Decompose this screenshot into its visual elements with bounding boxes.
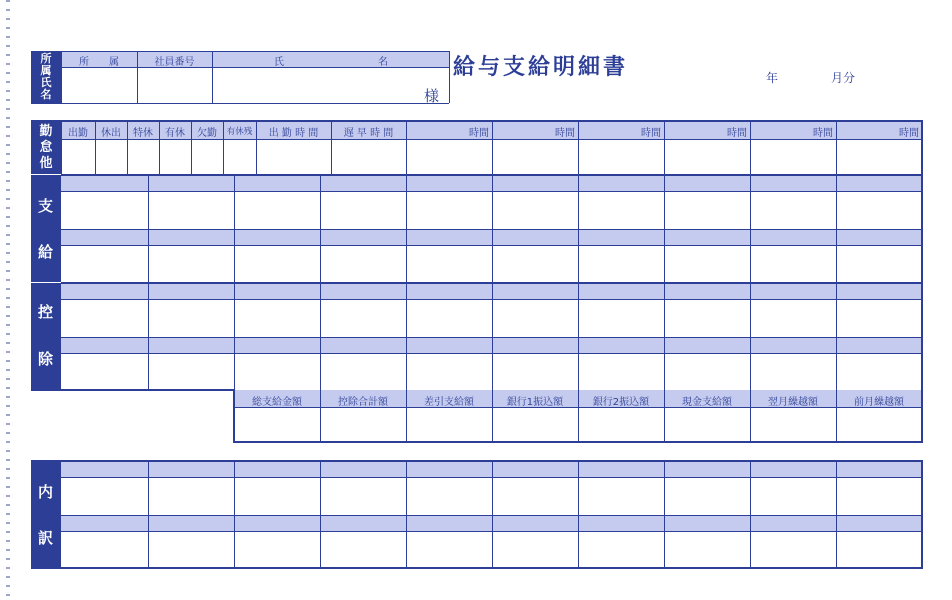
- grid-vline: [234, 176, 235, 390]
- att-header-special-leave: 特休: [133, 128, 153, 139]
- grid-vline: [664, 462, 665, 568]
- main-table-step-line: [31, 389, 235, 391]
- total-deduction-header: 控除合計額: [338, 397, 388, 408]
- att-header-late-early-hours: 遅 早 時 間: [343, 128, 394, 139]
- breakdown-outer-bottom: [31, 567, 923, 569]
- att-header-hours: 時間: [899, 128, 919, 139]
- cash-payment-header: 現金支給額: [682, 397, 732, 408]
- info-top-line: [61, 51, 449, 52]
- net-pay-header: 差引支給額: [424, 397, 474, 408]
- month-label: 月分: [831, 71, 856, 85]
- att-header-hours: 時間: [641, 128, 661, 139]
- bank1-transfer-header: 銀行1振込額: [506, 397, 564, 408]
- year-label: 年: [766, 71, 779, 85]
- info-vline: [449, 51, 450, 103]
- name-header-given: 名: [378, 57, 388, 68]
- breakdown-side-char-2: 訳: [38, 529, 54, 547]
- info-vline: [212, 51, 213, 103]
- grid-vline: [148, 176, 149, 390]
- grid-vline: [148, 462, 149, 568]
- att-header-absence: 欠勤: [197, 128, 217, 139]
- payment-side-char-2: 給: [38, 243, 54, 261]
- grid-vline: [836, 462, 837, 568]
- side-divider: [31, 174, 61, 175]
- employee-number-header: 社員番号: [154, 57, 195, 68]
- side-divider: [31, 282, 61, 283]
- breakdown-side-column: [31, 460, 61, 569]
- payment-side-char-1: 支: [38, 197, 54, 215]
- document-title: 給与支給明細書: [453, 55, 629, 80]
- grid-vline: [492, 462, 493, 568]
- attendance-side-text: 勤怠他: [39, 124, 53, 171]
- grid-vline: [320, 462, 321, 568]
- att-header-hours: 時間: [813, 128, 833, 139]
- att-header-work-hours: 出 勤 時 間: [268, 128, 319, 139]
- att-header-paid-leave-remaining: 有休残: [226, 127, 253, 137]
- next-month-carryover-header: 翌月繰越額: [768, 397, 818, 408]
- grid-vline: [406, 462, 407, 568]
- bank2-transfer-header: 銀行2振込額: [592, 397, 650, 408]
- prev-month-carryover-header: 前月繰越額: [854, 397, 904, 408]
- name-header-surname: 氏: [274, 57, 284, 68]
- att-header-hours: 時間: [555, 128, 575, 139]
- grid-vline: [750, 462, 751, 568]
- grid-vline: [234, 462, 235, 568]
- total-gross-pay-header: 総支給金額: [252, 397, 302, 408]
- att-header-hours: 時間: [469, 128, 489, 139]
- main-table-outer-top: [31, 120, 922, 122]
- breakdown-side-char-1: 内: [38, 483, 54, 501]
- att-header-paid-leave: 有休: [165, 128, 185, 139]
- att-header-hours: 時間: [727, 128, 747, 139]
- affiliation-header: 所 属: [79, 57, 119, 68]
- affiliation-name-side-text: 所属氏名: [40, 52, 52, 101]
- grid-vline: [578, 462, 579, 568]
- deduction-side-char-2: 除: [38, 350, 54, 368]
- deduction-side-char-1: 控: [38, 303, 54, 321]
- honorific-sama: 様: [424, 87, 440, 105]
- info-bottom-line: [31, 103, 449, 104]
- breakdown-outer-top: [31, 460, 923, 462]
- perforation-edge: [6, 0, 10, 600]
- att-header-work-days: 出勤: [68, 128, 88, 139]
- att-header-holiday-work: 休出: [101, 128, 121, 139]
